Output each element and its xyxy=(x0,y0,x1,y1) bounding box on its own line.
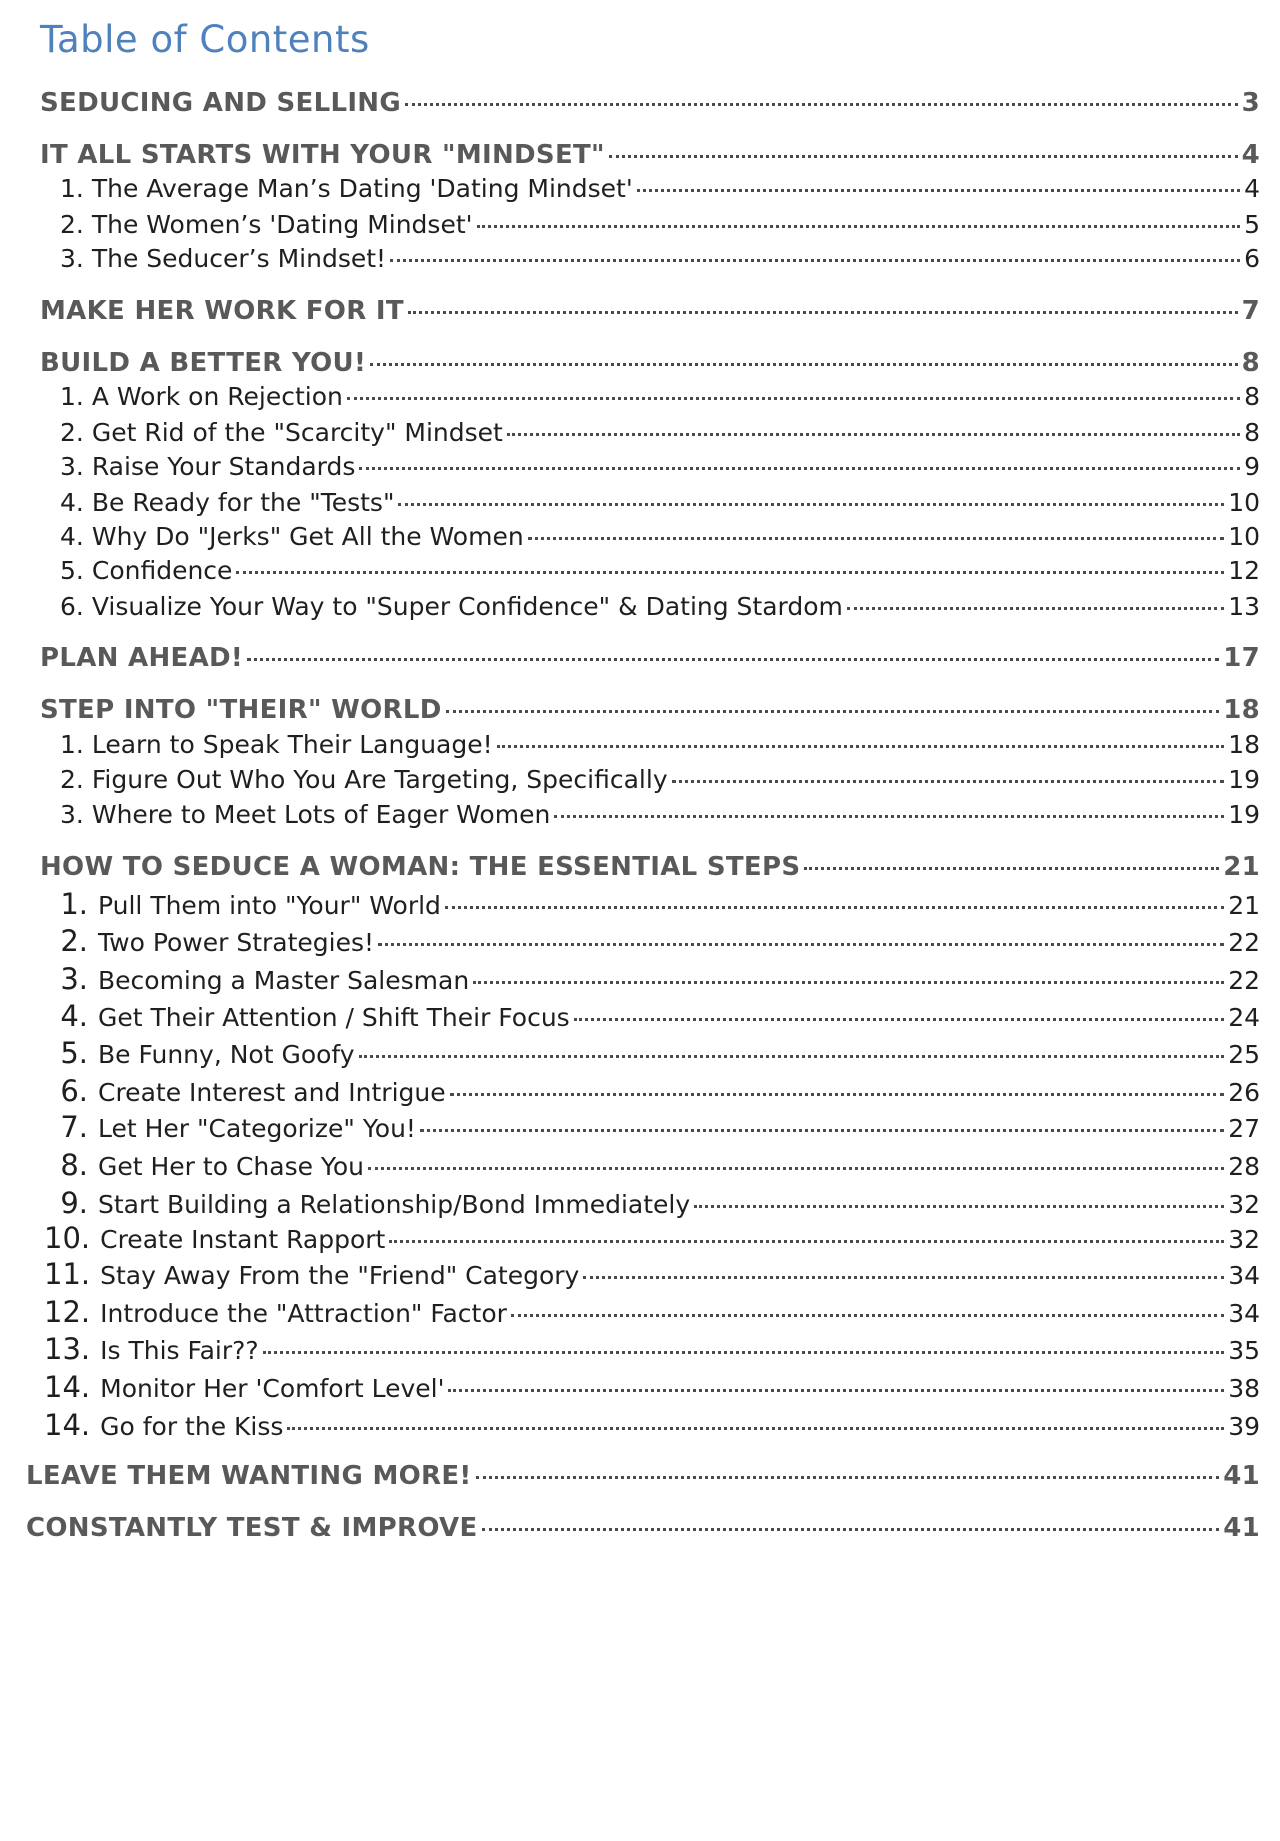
toc-entry-number: 6. xyxy=(60,592,84,621)
toc-entry-number: 11. xyxy=(44,1257,91,1291)
toc-subentry[interactable] xyxy=(44,1036,1260,1070)
toc-subentry[interactable] xyxy=(44,1148,1260,1182)
toc-entry-label: Stay Away From the "Friend" Category xyxy=(100,1261,580,1290)
toc-dot-leader xyxy=(368,1167,1224,1170)
toc-entry-label: Be Ready for the "Tests" xyxy=(91,488,395,517)
toc-entry-label: Two Power Strategies! xyxy=(98,928,375,957)
toc-entry-number: 3. xyxy=(60,452,84,481)
toc-entry-label: Pull Them into "Your" World xyxy=(98,891,441,920)
toc-page-number: 41 xyxy=(1223,1461,1260,1491)
toc-dot-leader xyxy=(637,189,1240,192)
toc-subentry[interactable] xyxy=(44,999,1260,1033)
toc-dot-leader xyxy=(420,1129,1224,1132)
toc-entry-number: 2. xyxy=(60,210,84,239)
toc-page-number: 32 xyxy=(1228,1190,1260,1219)
toc-entry-label: Monitor Her 'Comfort Level' xyxy=(100,1374,445,1403)
toc-page-number: 38 xyxy=(1228,1374,1260,1403)
toc-entry-number: 7. xyxy=(60,1110,88,1144)
toc-entry-label: Create Interest and Intrigue xyxy=(98,1078,446,1107)
toc-dot-leader xyxy=(359,467,1240,470)
toc-entry-label: MAKE HER WORK FOR IT xyxy=(40,296,404,326)
toc-subentry[interactable] xyxy=(60,244,1260,273)
toc-entry-label: BUILD A BETTER YOU! xyxy=(40,348,367,378)
toc-heading-entry[interactable] xyxy=(40,695,1260,725)
toc-subentry[interactable] xyxy=(60,592,1260,621)
toc-entry-number: 3. xyxy=(60,962,88,996)
toc-subentry[interactable] xyxy=(60,556,1260,585)
toc-dot-leader xyxy=(389,1240,1224,1243)
toc-entry-label: Becoming a Master Salesman xyxy=(98,966,470,995)
toc-page-number: 8 xyxy=(1244,382,1260,411)
toc-subentry[interactable] xyxy=(44,924,1260,958)
toc-dot-leader xyxy=(359,1055,1225,1058)
toc-entry-number: 10. xyxy=(44,1221,91,1255)
toc-subentry[interactable] xyxy=(60,174,1260,203)
toc-entry-label: The Seducer’s Mindset! xyxy=(91,244,387,273)
toc-page-number: 28 xyxy=(1228,1152,1260,1181)
toc-dot-leader xyxy=(482,1528,1220,1531)
toc-entry-number: 14. xyxy=(44,1370,91,1404)
toc-page-number: 8 xyxy=(1241,348,1260,378)
toc-subentry[interactable] xyxy=(44,1332,1260,1366)
toc-entry-number: 1. xyxy=(60,174,84,203)
toc-entry-number: 1. xyxy=(60,730,84,759)
toc-dot-leader xyxy=(448,1389,1224,1392)
page-title: Table of Contents xyxy=(40,18,370,61)
toc-page-number: 9 xyxy=(1244,452,1260,481)
toc-entry-label: The Women’s 'Dating Mindset' xyxy=(91,210,473,239)
toc-heading-entry[interactable] xyxy=(40,140,1260,170)
toc-entry-number: 9. xyxy=(60,1186,88,1220)
toc-entry-label: Visualize Your Way to "Super Confidence" & Dating Stardom xyxy=(91,592,843,621)
toc-dot-leader xyxy=(477,225,1241,228)
toc-dot-leader xyxy=(263,1351,1225,1354)
toc-heading-entry[interactable] xyxy=(40,296,1260,326)
toc-page-number: 39 xyxy=(1228,1412,1260,1441)
toc-heading-entry[interactable] xyxy=(40,852,1260,882)
toc-subentry[interactable] xyxy=(60,488,1260,517)
toc-entry-label: Raise Your Standards xyxy=(91,452,356,481)
toc-subentry[interactable] xyxy=(44,887,1260,921)
toc-page-number: 35 xyxy=(1228,1336,1260,1365)
toc-entry-number: 4. xyxy=(60,488,84,517)
toc-entry-label: LEAVE THEM WANTING MORE! xyxy=(26,1461,472,1491)
toc-entry-number: 4. xyxy=(60,999,88,1033)
toc-dot-leader xyxy=(445,906,1224,909)
toc-entry-label: Is This Fair?? xyxy=(100,1336,259,1365)
toc-dot-leader xyxy=(694,1205,1224,1208)
toc-page-number: 32 xyxy=(1228,1225,1260,1254)
toc-entry-label: SEDUCING AND SELLING xyxy=(40,88,401,118)
toc-page-number: 12 xyxy=(1228,556,1260,585)
toc-entry-label: Go for the Kiss xyxy=(100,1412,284,1441)
toc-entry-number: 2. xyxy=(60,924,88,958)
toc-entry-label: STEP INTO "THEIR" WORLD xyxy=(40,695,442,725)
toc-page-number: 19 xyxy=(1228,800,1260,829)
toc-page-number: 5 xyxy=(1244,210,1260,239)
toc-entry-label: Confidence xyxy=(91,556,233,585)
toc-page-number: 3 xyxy=(1241,88,1260,118)
toc-entry-number: 2. xyxy=(60,418,84,447)
toc-subentry[interactable] xyxy=(60,210,1260,239)
toc-page-number: 10 xyxy=(1228,488,1260,517)
toc-subentry[interactable] xyxy=(44,1370,1260,1404)
toc-dot-leader xyxy=(583,1276,1224,1279)
toc-entry-label: Start Building a Relationship/Bond Immediately xyxy=(98,1190,691,1219)
toc-page-number: 24 xyxy=(1228,1003,1260,1032)
toc-entry-label: Where to Meet Lots of Eager Women xyxy=(91,800,551,829)
toc-dot-leader xyxy=(405,103,1238,106)
toc-entry-number: 5. xyxy=(60,1036,88,1070)
toc-subentry[interactable] xyxy=(44,1221,1260,1255)
toc-entry-number: 12. xyxy=(44,1295,91,1329)
toc-dot-leader xyxy=(609,155,1238,158)
toc-subentry[interactable] xyxy=(60,522,1260,551)
toc-page-number: 21 xyxy=(1228,891,1260,920)
toc-subentry[interactable] xyxy=(60,418,1260,447)
toc-entry-number: 6. xyxy=(60,1074,88,1108)
toc-heading-entry[interactable] xyxy=(40,88,1260,118)
toc-dot-leader xyxy=(390,259,1240,262)
toc-page-number: 18 xyxy=(1223,695,1260,725)
toc-dot-leader xyxy=(511,1314,1224,1317)
toc-page-number: 10 xyxy=(1228,522,1260,551)
toc-page-number: 22 xyxy=(1228,966,1260,995)
toc-dot-leader xyxy=(446,710,1220,713)
toc-page-number: 22 xyxy=(1228,928,1260,957)
toc-dot-leader xyxy=(507,433,1240,436)
toc-entry-number: 14. xyxy=(44,1408,91,1442)
toc-heading-entry[interactable] xyxy=(26,1513,1260,1543)
toc-page-number: 21 xyxy=(1223,852,1260,882)
toc-page-number: 34 xyxy=(1228,1261,1260,1290)
toc-dot-leader xyxy=(287,1427,1224,1430)
toc-page-number: 8 xyxy=(1244,418,1260,447)
toc-dot-leader xyxy=(473,981,1224,984)
toc-entry-label: Create Instant Rapport xyxy=(100,1225,386,1254)
toc-entry-number: 1. xyxy=(60,887,88,921)
toc-entry-label: Get Their Attention / Shift Their Focus xyxy=(98,1003,570,1032)
toc-dot-leader xyxy=(804,867,1219,870)
toc-entry-number: 13. xyxy=(44,1332,91,1366)
toc-dot-leader xyxy=(236,571,1224,574)
toc-dot-leader xyxy=(370,363,1237,366)
toc-page-number: 7 xyxy=(1241,296,1260,326)
toc-entry-label: A Work on Rejection xyxy=(91,382,343,411)
toc-entry-number: 4. xyxy=(60,522,84,551)
toc-subentry[interactable] xyxy=(44,1295,1260,1329)
toc-page-number: 17 xyxy=(1223,643,1260,673)
toc-heading-entry[interactable] xyxy=(26,1461,1260,1491)
toc-entry-label: PLAN AHEAD! xyxy=(40,643,244,673)
toc-page-number: 19 xyxy=(1228,765,1260,794)
toc-entry-label: Introduce the "Attraction" Factor xyxy=(100,1299,507,1328)
toc-entry-number: 8. xyxy=(60,1148,88,1182)
toc-subentry[interactable] xyxy=(44,1074,1260,1108)
toc-page-number: 6 xyxy=(1244,244,1260,273)
toc-dot-leader xyxy=(476,1476,1220,1479)
toc-entry-label: Let Her "Categorize" You! xyxy=(98,1114,416,1143)
toc-entry-label: Learn to Speak Their Language! xyxy=(91,730,493,759)
toc-subentry[interactable] xyxy=(44,1257,1260,1291)
toc-page-number: 34 xyxy=(1228,1299,1260,1328)
toc-subentry[interactable] xyxy=(60,382,1260,411)
toc-entry-label: IT ALL STARTS WITH YOUR "MINDSET" xyxy=(40,140,605,170)
toc-subentry[interactable] xyxy=(44,1110,1260,1144)
toc-dot-leader xyxy=(497,745,1225,748)
toc-subentry[interactable] xyxy=(44,1186,1260,1220)
toc-subentry[interactable] xyxy=(60,452,1260,481)
toc-entry-number: 1. xyxy=(60,382,84,411)
toc-dot-leader xyxy=(378,943,1224,946)
toc-subentry[interactable] xyxy=(44,962,1260,996)
toc-dot-leader xyxy=(528,537,1225,540)
toc-entry-label: Why Do "Jerks" Get All the Women xyxy=(91,522,524,551)
toc-entry-label: Get Her to Chase You xyxy=(98,1152,365,1181)
toc-heading-entry[interactable] xyxy=(40,348,1260,378)
toc-dot-leader xyxy=(672,780,1225,783)
toc-subentry[interactable] xyxy=(44,1408,1260,1442)
toc-entry-label: CONSTANTLY TEST & IMPROVE xyxy=(26,1513,478,1543)
toc-entry-number: 3. xyxy=(60,244,84,273)
toc-page-number: 4 xyxy=(1241,140,1260,170)
toc-page-number: 27 xyxy=(1228,1114,1260,1143)
toc-page-number: 25 xyxy=(1228,1040,1260,1069)
toc-subentry[interactable] xyxy=(60,730,1260,759)
toc-entry-label: Get Rid of the "Scarcity" Mindset xyxy=(91,418,503,447)
toc-page-number: 26 xyxy=(1228,1078,1260,1107)
toc-page-number: 18 xyxy=(1228,730,1260,759)
toc-subentry[interactable] xyxy=(60,765,1260,794)
toc-dot-leader xyxy=(450,1093,1225,1096)
toc-entry-label: Figure Out Who You Are Targeting, Specifically xyxy=(91,765,668,794)
toc-page-number: 13 xyxy=(1228,592,1260,621)
toc-page-number: 4 xyxy=(1244,174,1260,203)
toc-entry-number: 5. xyxy=(60,556,84,585)
toc-dot-leader xyxy=(847,607,1224,610)
toc-entry-label: Be Funny, Not Goofy xyxy=(98,1040,355,1069)
toc-page-number: 41 xyxy=(1223,1513,1260,1543)
toc-heading-entry[interactable] xyxy=(40,643,1260,673)
toc-entry-label: The Average Man’s Dating 'Dating Mindset' xyxy=(91,174,633,203)
toc-entry-number: 3. xyxy=(60,800,84,829)
toc-dot-leader xyxy=(574,1018,1224,1021)
toc-dot-leader xyxy=(398,503,1224,506)
toc-subentry[interactable] xyxy=(60,800,1260,829)
toc-dot-leader xyxy=(554,815,1224,818)
toc-dot-leader xyxy=(347,397,1240,400)
toc-entry-number: 2. xyxy=(60,765,84,794)
toc-entry-label: HOW TO SEDUCE A WOMAN: THE ESSENTIAL STEPS xyxy=(40,852,801,882)
toc-dot-leader xyxy=(247,658,1219,661)
toc-dot-leader xyxy=(408,311,1238,314)
